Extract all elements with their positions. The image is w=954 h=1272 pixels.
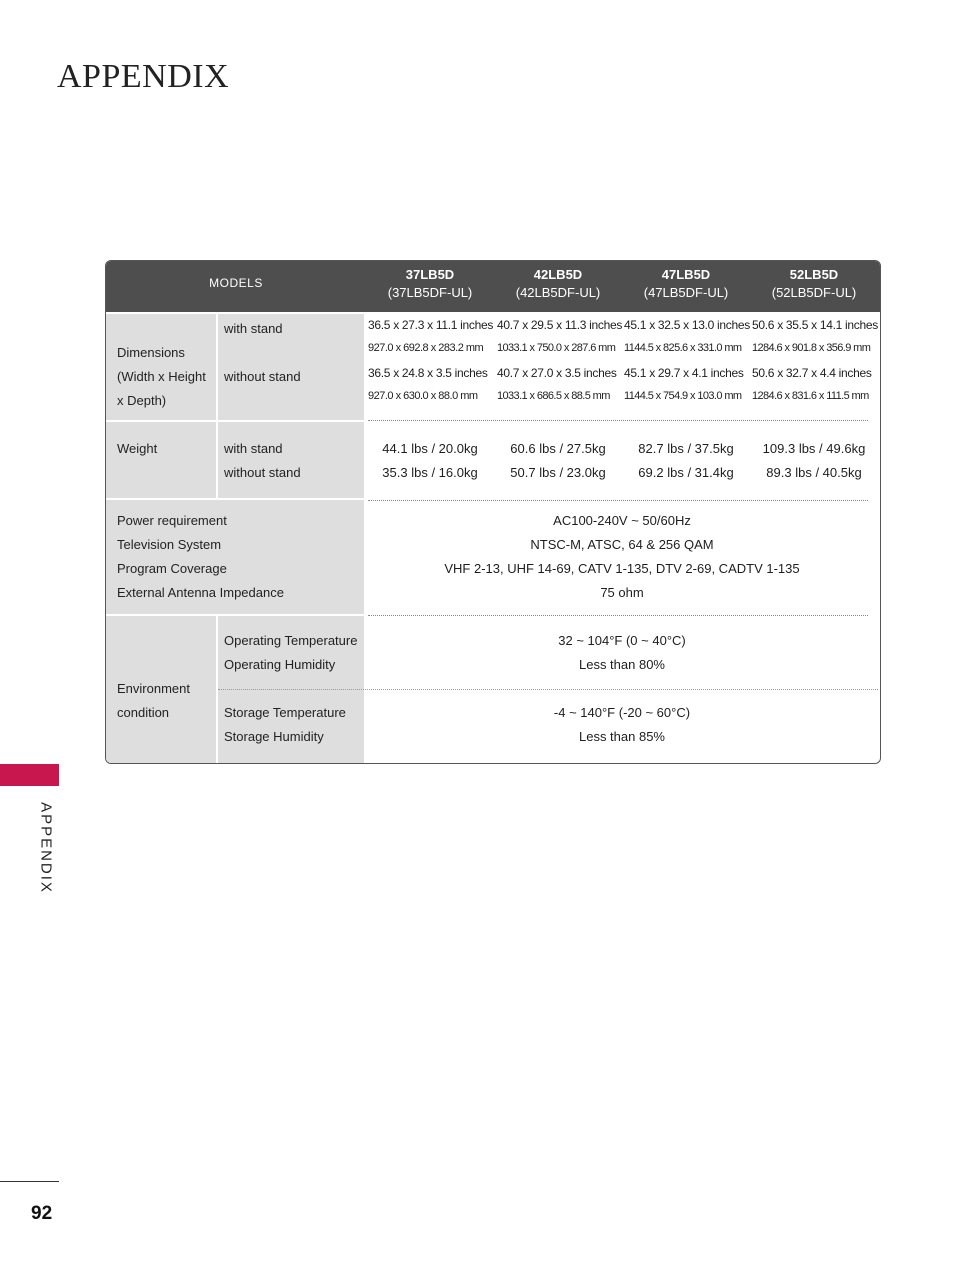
dim-with-stand-mm-42: 1033.1 x 750.0 x 287.6 mm <box>497 342 616 354</box>
weight-with-stand-37: 44.1 lbs / 20.0kg <box>382 441 478 456</box>
column-separator <box>216 422 218 498</box>
weight-with-stand-47: 82.7 lbs / 37.5kg <box>638 441 734 456</box>
specifications-table <box>105 260 881 764</box>
column-separator <box>216 314 218 420</box>
dim-with-stand-mm-37: 927.0 x 692.8 x 283.2 mm <box>368 342 484 354</box>
power-requirement-value: AC100-240V ~ 50/60Hz <box>553 513 691 528</box>
antenna-impedance-value: 75 ohm <box>600 585 644 600</box>
television-system-label: Television System <box>117 537 222 552</box>
dim-without-stand-mm-52: 1284.6 x 831.6 x 111.5 mm <box>752 390 869 402</box>
program-coverage-value: VHF 2-13, UHF 14-69, CATV 1-135, DTV 2-69, CADTV 1-135 <box>444 561 800 576</box>
dim-without-stand-inches-47: 45.1 x 29.7 x 4.1 inches <box>624 366 744 380</box>
appendix-side-tab <box>0 764 59 786</box>
storage-humidity-label: Storage Humidity <box>224 729 324 744</box>
dimensions-label <box>117 341 206 413</box>
model-code: (37LB5DF-UL) <box>387 285 473 300</box>
operating-labels <box>224 629 357 677</box>
dim-with-stand-mm-52: 1284.6 x 901.8 x 356.9 mm <box>752 342 871 354</box>
antenna-impedance-label: External Antenna Impedance <box>117 585 284 600</box>
weight-with-stand-label: with stand <box>224 441 283 456</box>
dim-with-stand-mm-47: 1144.5 x 825.6 x 331.0 mm <box>624 342 742 354</box>
weight-without-stand-47: 69.2 lbs / 31.4kg <box>638 465 734 480</box>
environment-label-line: condition <box>117 705 170 720</box>
storage-temperature-label: Storage Temperature <box>224 705 346 720</box>
television-system-value: NTSC-M, ATSC, 64 & 256 QAM <box>530 537 714 552</box>
dim-with-stand-inches-52: 50.6 x 35.5 x 14.1 inches <box>752 318 878 332</box>
weight-with-stand-52: 109.3 lbs / 49.6kg <box>762 441 866 456</box>
dimensions-label-line: x Depth) <box>117 393 167 408</box>
dim-with-stand-inches-47: 45.1 x 32.5 x 13.0 inches <box>624 318 750 332</box>
environment-label-line: Environment <box>117 681 190 696</box>
dim-without-stand-mm-42: 1033.1 x 686.5 x 88.5 mm <box>497 390 610 402</box>
table-header <box>106 261 880 312</box>
storage-temperature-value: -4 ~ 140°F (-20 ~ 60°C) <box>553 705 691 720</box>
models-header-label: MODELS <box>209 276 263 290</box>
storage-labels <box>224 701 346 749</box>
environment-label <box>117 677 190 725</box>
dimensions-label-line: Dimensions <box>117 345 185 360</box>
row-divider <box>368 420 868 421</box>
weight-with-stand-42: 60.6 lbs / 27.5kg <box>510 441 606 456</box>
dim-with-stand-inches-37: 36.5 x 27.3 x 11.1 inches <box>368 318 494 332</box>
dimensions-without-stand-label: without stand <box>224 369 301 384</box>
model-name: 47LB5D <box>661 267 711 282</box>
model-code: (42LB5DF-UL) <box>515 285 601 300</box>
storage-values <box>366 701 878 749</box>
row-divider <box>368 615 868 616</box>
storage-humidity-value: Less than 85% <box>578 729 665 744</box>
program-coverage-label: Program Coverage <box>117 561 227 576</box>
dimensions-with-stand-label: with stand <box>224 321 283 336</box>
power-requirement-label: Power requirement <box>117 513 227 528</box>
dim-without-stand-inches-52: 50.6 x 32.7 x 4.4 inches <box>752 366 872 380</box>
model-column-47 <box>622 266 750 302</box>
operating-values <box>366 629 878 677</box>
weight-without-stand-37: 35.3 lbs / 16.0kg <box>382 465 478 480</box>
model-column-37 <box>366 266 494 302</box>
dim-without-stand-inches-42: 40.7 x 27.0 x 3.5 inches <box>497 366 617 380</box>
row-divider <box>368 500 868 501</box>
general-labels <box>117 509 284 605</box>
weight-label: Weight <box>117 441 158 456</box>
operating-temperature-label: Operating Temperature <box>224 633 358 648</box>
model-name: 52LB5D <box>789 267 839 282</box>
model-code: (47LB5DF-UL) <box>643 285 729 300</box>
dim-without-stand-mm-37: 927.0 x 630.0 x 88.0 mm <box>368 390 478 402</box>
general-values <box>366 509 878 605</box>
weight-without-stand-52: 89.3 lbs / 40.5kg <box>766 465 862 480</box>
model-code: (52LB5DF-UL) <box>771 285 857 300</box>
operating-temperature-value: 32 ~ 104°F (0 ~ 40°C) <box>558 633 686 648</box>
side-tab-label: APPENDIX <box>37 802 55 894</box>
model-column-52 <box>750 266 878 302</box>
operating-humidity-label: Operating Humidity <box>224 657 336 672</box>
dim-without-stand-inches-37: 36.5 x 24.8 x 3.5 inches <box>368 366 488 380</box>
page-number: 92 <box>31 1203 53 1224</box>
dim-without-stand-mm-47: 1144.5 x 754.9 x 103.0 mm <box>624 390 742 402</box>
model-name: 37LB5D <box>405 267 455 282</box>
weight-without-stand-42: 50.7 lbs / 23.0kg <box>510 465 606 480</box>
weight-without-stand-label: without stand <box>224 465 301 480</box>
operating-humidity-value: Less than 80% <box>578 657 665 672</box>
page-title: APPENDIX <box>57 58 230 95</box>
model-name: 42LB5D <box>533 267 583 282</box>
page-number-rule <box>0 1181 59 1182</box>
dim-with-stand-inches-42: 40.7 x 29.5 x 11.3 inches <box>497 318 623 332</box>
dimensions-label-line: (Width x Height <box>117 369 206 384</box>
model-column-42 <box>494 266 622 302</box>
environment-divider <box>218 689 878 690</box>
